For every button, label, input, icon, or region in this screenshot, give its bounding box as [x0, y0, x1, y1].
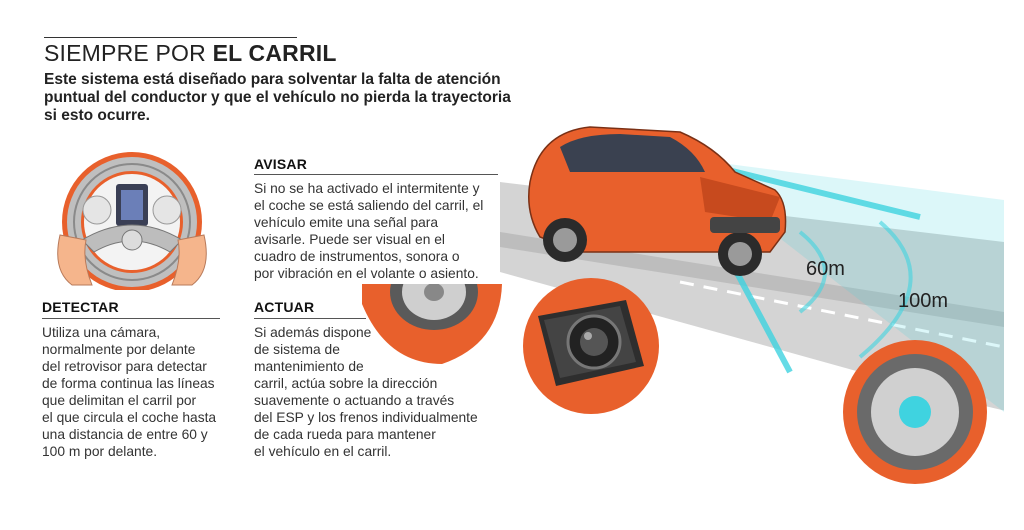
avisar-rule	[254, 174, 498, 175]
title-rule	[44, 37, 297, 38]
title-light: SIEMPRE POR	[44, 40, 206, 66]
page-title	[44, 40, 337, 67]
avisar-text: Si no se ha activado el intermitente y el coche se está saliendo del carril, el vehículo emite una señal para avisarle. Puede ser visual en el cuadro de instrumentos, sonora o por vibración en el volante o asiento.	[254, 181, 484, 281]
actuar-rule	[254, 318, 366, 319]
title-bold: EL CARRIL	[212, 40, 337, 66]
steering-wheel-icon	[42, 140, 222, 290]
camera-icon	[516, 276, 666, 416]
detectar-heading: DETECTAR	[42, 299, 119, 315]
tire-icon-right	[843, 340, 987, 484]
detectar-rule	[42, 318, 220, 319]
distance-100m: 100m	[898, 290, 949, 312]
actuar-text: Si además dispone de sistema de mantenimiento de carril, actúa sobre la dirección suavemente o actuando a través del ESP y los frenos individualmente de cada rueda para mantener el vehículo en el carril.	[254, 325, 478, 459]
avisar-heading: AVISAR	[254, 156, 308, 172]
distance-60m: 60m	[806, 258, 845, 280]
actuar-heading: ACTUAR	[254, 299, 315, 315]
detectar-text: Utiliza una cámara, normalmente por delante del retrovisor para detectar de forma continua las líneas que delimitan el carril por el que circula el coche hasta una distancia de entre 60 y 100 m por delante.	[42, 325, 217, 459]
intro-text: Este sistema está diseñado para solventar la falta de atención puntual del conductor y que el vehículo no pierda la trayectoria si esto ocurre.	[44, 71, 511, 124]
